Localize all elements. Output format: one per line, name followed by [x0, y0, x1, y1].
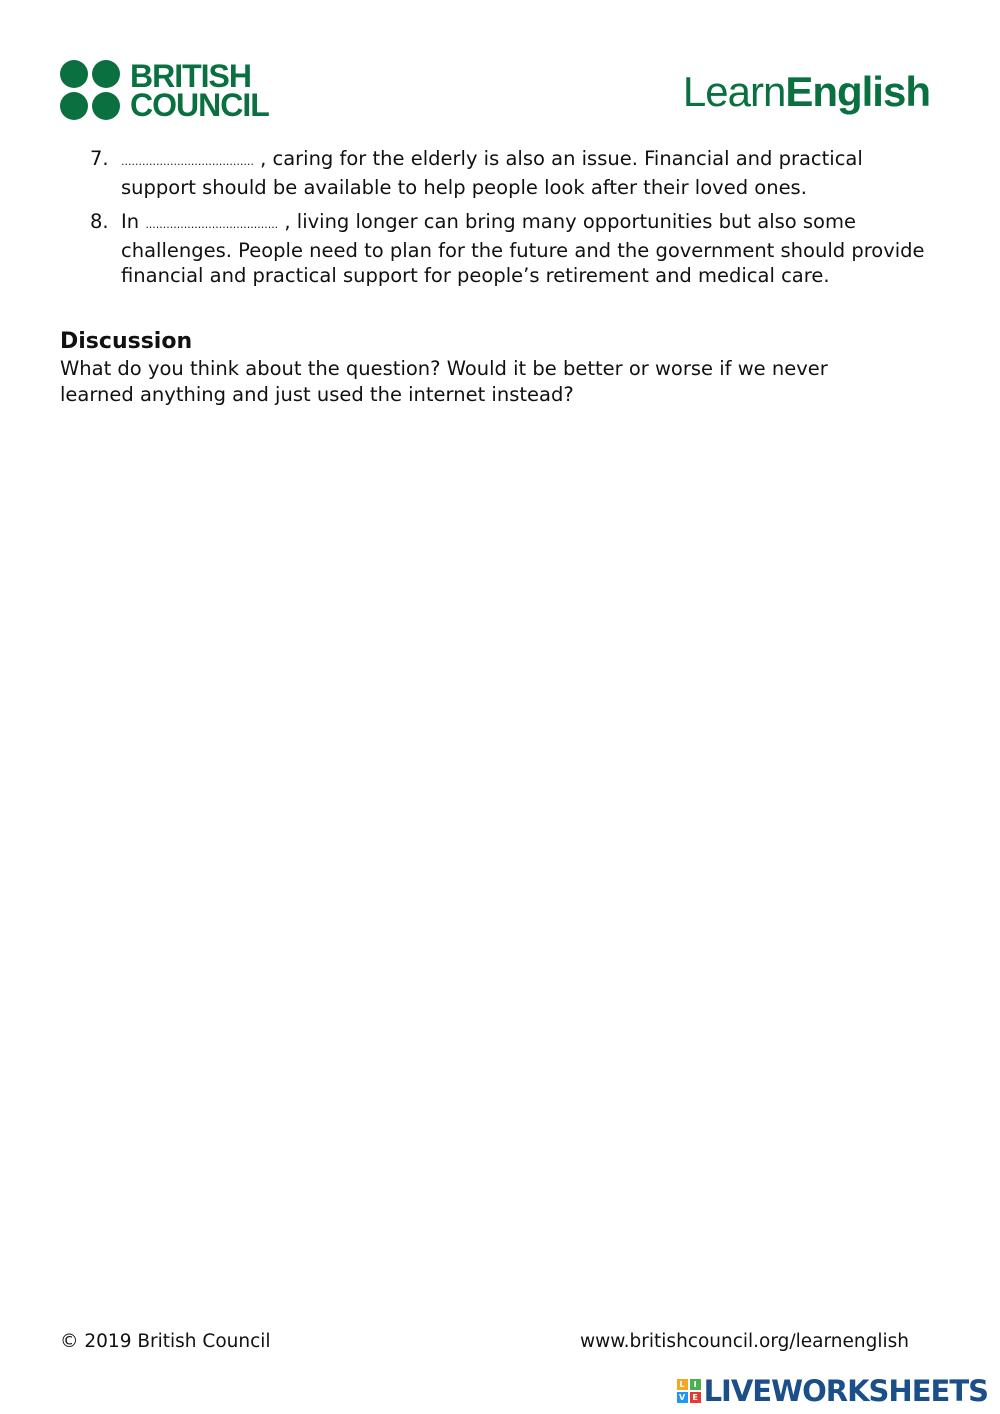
- british-council-line2: COUNCIL: [130, 87, 269, 123]
- footer-url: www.britishcouncil.org/learnenglish: [579, 1331, 909, 1352]
- discussion-section: [60, 328, 940, 407]
- british-council-dots-icon: [60, 60, 122, 122]
- item-number: 7.: [90, 147, 109, 170]
- lw-icon-letter: E: [690, 1392, 701, 1403]
- learnenglish-logo: [683, 68, 930, 116]
- british-council-logo: [60, 60, 269, 122]
- answer-blank: ......................................: [145, 218, 279, 231]
- answer-blank: ......................................: [121, 155, 254, 168]
- discussion-heading: Discussion: [60, 329, 193, 354]
- exercise-list: [60, 146, 940, 298]
- british-council-wordmark: [130, 58, 269, 123]
- item-text: , caring for the elderly is also an issue. Financial and practical support should be available to help people look after their loved ones.: [121, 147, 863, 199]
- footer-copyright: © 2019 British Council: [60, 1331, 271, 1352]
- learnenglish-logo-bold: English: [785, 68, 930, 115]
- learnenglish-logo-light: Learn: [682, 68, 786, 115]
- liveworksheets-icon: [677, 1379, 701, 1403]
- lw-icon-letter: V: [677, 1392, 688, 1403]
- item-number: 8.: [90, 210, 109, 233]
- british-council-line1: BRITISH: [130, 58, 251, 94]
- lw-icon-letter: L: [677, 1379, 688, 1390]
- liveworksheets-text: LIVEWORKSHEETS: [703, 1374, 988, 1408]
- exercise-item-8: [60, 209, 940, 289]
- item-prefix: In: [121, 210, 146, 233]
- item-text: , living longer can bring many opportunities but also some challenges. People need to plan for the future and the government should provide financial and practical support for people’s retirement and medical care.: [121, 210, 925, 287]
- lw-icon-letter: I: [690, 1379, 701, 1390]
- liveworksheets-logo: [677, 1374, 988, 1408]
- discussion-text: What do you think about the question? Would it be better or worse if we never learned anything and just used the internet instead?: [60, 357, 828, 406]
- exercise-item-7: [60, 146, 940, 200]
